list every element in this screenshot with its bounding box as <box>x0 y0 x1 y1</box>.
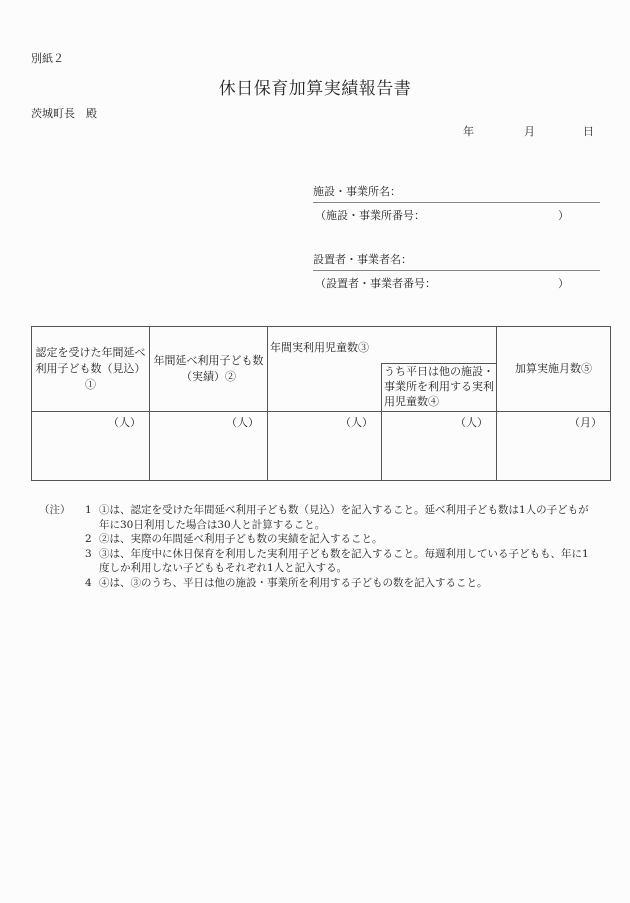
cell-months[interactable] <box>497 412 611 481</box>
note-text: ④は、③のうち、平日は他の施設・事業所を利用する子どもの数を記入すること。 <box>99 576 488 589</box>
note-number: 1 <box>85 504 92 516</box>
header-weekday-other <box>382 364 497 412</box>
document-title: 休日保育加算実績報告書 <box>218 79 412 99</box>
operator-name-underline <box>313 270 600 271</box>
note-text: ③は、年度中に休日保育を利用した実利用子ども数を記入すること。毎週利用している子どもも、年に1度しか利用しない子どももそれぞれ1人と記入する。 <box>99 547 589 574</box>
header-spacer <box>268 364 382 412</box>
header-planned-total-text: 認定を受けた年間延べ利用子ども数（見込）① <box>35 346 146 391</box>
cell-weekday-other[interactable] <box>382 412 497 481</box>
header-weekday-other-text: うち平日は他の施設・事業所を利用する実利用児童数④ <box>384 365 494 408</box>
notes-label: （注） <box>39 504 71 516</box>
facility-name-underline <box>313 202 600 203</box>
unit-label: （人） <box>226 416 259 429</box>
unit-label: （月） <box>569 416 602 429</box>
header-planned-total <box>32 327 150 412</box>
operator-number-label: （設置者・事業者番号： <box>315 277 436 290</box>
cell-actual-children[interactable] <box>268 412 382 481</box>
unit-label: （人） <box>108 416 141 429</box>
note-item <box>39 576 599 591</box>
header-actual-total-text: 年間延べ利用子ども数（実績）② <box>153 354 264 383</box>
note-number: 4 <box>85 576 92 589</box>
header-actual-total <box>150 327 268 412</box>
operator-number-close: ） <box>558 277 569 290</box>
facility-number-label: （施設・事業所番号： <box>315 209 425 222</box>
header-actual-children-text: 年間実利用児童数③ <box>270 341 369 354</box>
note-number: 3 <box>85 547 92 560</box>
operator-name-label: 設置者・事業者名： <box>313 253 412 266</box>
date-year-label: 年 <box>463 125 474 138</box>
note-text: ②は、実際の年間延べ利用子ども数の実績を記入すること。 <box>99 533 383 545</box>
note-item <box>39 503 599 532</box>
facility-number-close: ） <box>558 209 569 222</box>
date-month-label: 月 <box>524 125 535 138</box>
notes-section <box>39 503 599 590</box>
report-table <box>31 326 611 481</box>
unit-label: （人） <box>455 416 488 429</box>
header-actual-children <box>268 327 497 364</box>
annex-label: 別紙２ <box>31 52 64 65</box>
addressee: 茨城町長 殿 <box>31 107 97 120</box>
note-item <box>39 532 599 547</box>
cell-planned-total[interactable] <box>32 412 150 481</box>
header-months <box>497 327 611 412</box>
date-day-label: 日 <box>583 125 594 138</box>
note-item <box>39 547 599 576</box>
facility-name-label: 施設・事業所名： <box>313 185 401 198</box>
unit-label: （人） <box>340 416 373 429</box>
note-text: ①は、認定を受けた年間延べ利用子ども数（見込）を記入すること。延べ利用子ども数は1人の子どもが年に30日利用した場合は30人と計算すること。 <box>99 504 589 531</box>
cell-actual-total[interactable] <box>150 412 268 481</box>
note-number: 2 <box>85 533 92 545</box>
header-months-text: 加算実施月数⑤ <box>515 362 592 375</box>
